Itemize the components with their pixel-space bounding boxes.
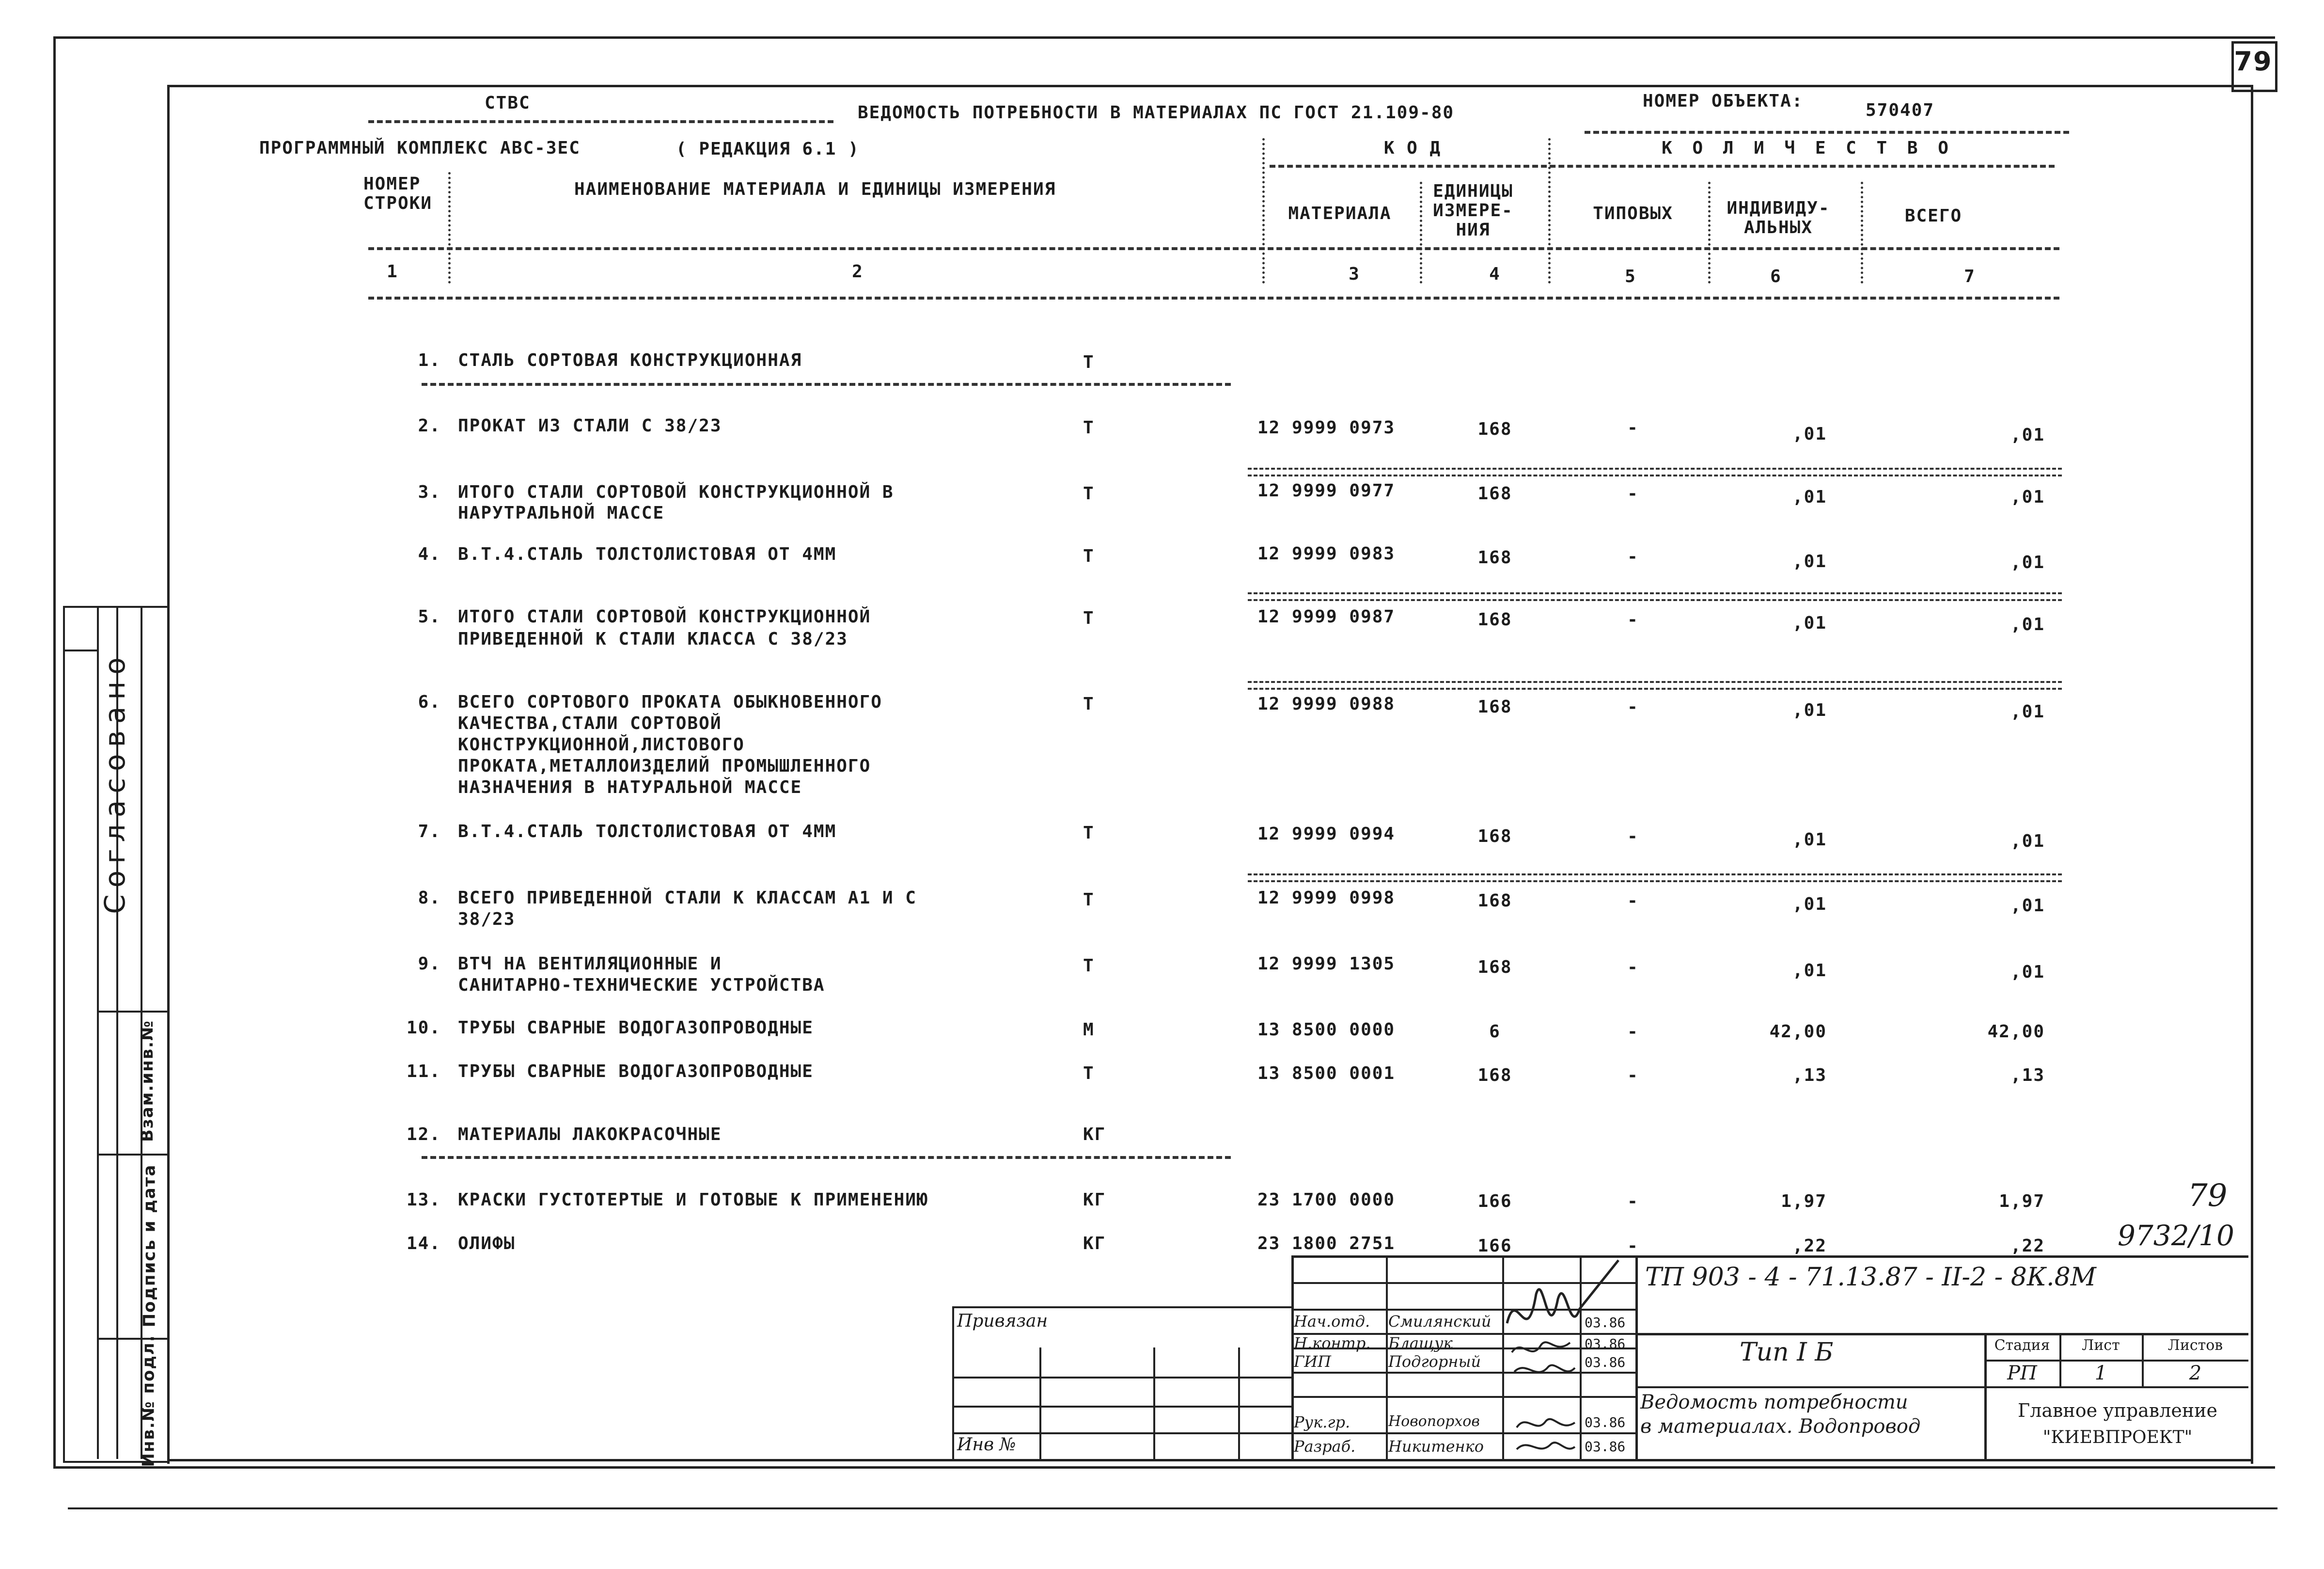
row-material-code: 12 9999 0983 <box>1257 544 1396 564</box>
row-typical: - <box>1627 1065 1639 1085</box>
col-name-header: НАИМЕНОВАНИЕ МАТЕРИАЛА И ЕДИНИЦЫ ИЗМЕРЕНИЯ <box>574 179 1056 199</box>
row-unit-name: Т <box>1083 1063 1095 1083</box>
row-unit-name: Т <box>1083 546 1095 566</box>
row-unit-name: Т <box>1083 890 1095 910</box>
row-individual: ,13 <box>1792 1065 1827 1085</box>
sheets-label: Листов <box>2167 1337 2223 1354</box>
row-total: ,01 <box>2010 615 2045 634</box>
col-sep-b <box>1262 138 1265 284</box>
bound-label: Привязан <box>957 1311 1048 1331</box>
row-individual: 1,97 <box>1781 1191 1827 1211</box>
bound-col-2 <box>1153 1347 1155 1459</box>
row-unit-code: 168 <box>1477 548 1512 568</box>
row-name-line: ВСЕГО СОРТОВОГО ПРОКАТА ОБЫКНОВЕННОГО <box>458 692 882 712</box>
col-individual-header: ИНДИВИДУ- АЛЬНЫХ <box>1727 198 1830 238</box>
row-total: ,22 <box>2010 1236 2045 1256</box>
bound-line-2 <box>952 1406 1291 1408</box>
group-dash <box>1270 165 2055 168</box>
signature-scribbles <box>1502 1241 1628 1459</box>
row-number: 3. <box>418 482 441 502</box>
row-name-line: 38/23 <box>458 909 516 929</box>
row-total: ,01 <box>2010 702 2045 722</box>
col-row-no-header: НОМЕР СТРОКИ <box>363 174 433 213</box>
row-total: 1,97 <box>1999 1191 2045 1211</box>
row-total: ,01 <box>2010 487 2045 507</box>
col-number-5: 5 <box>1625 267 1636 286</box>
row-number: 10. <box>406 1018 441 1038</box>
header-sep-1 <box>368 247 2059 250</box>
signature-4 <box>1517 1419 1575 1427</box>
sig-role: Рук.гр. <box>1294 1413 1350 1431</box>
document-title: ВЕДОМОСТЬ ПОТРЕБНОСТИ В МАТЕРИАЛАХ ПС ГОСТ 21.109-80 <box>858 103 1455 123</box>
total-separator <box>1248 681 2062 690</box>
bound-col-1 <box>1039 1347 1041 1459</box>
handwritten-sheet-number: 79 <box>2188 1178 2228 1214</box>
row-name-line: НАРУТРАЛЬНОЙ МАССЕ <box>458 503 665 523</box>
side-sign-date-label: Подпись и дата <box>140 1164 159 1328</box>
row-name-line: КОНСТРУКЦИОННОЙ,ЛИСТОВОГО <box>458 735 745 755</box>
row-name-line: ТРУБЫ СВАРНЫЕ ВОДОГАЗОПРОВОДНЫЕ <box>458 1062 814 1081</box>
sig-date: 03.86 <box>1585 1336 1626 1352</box>
col-number-4: 4 <box>1489 264 1501 284</box>
code-group-header: К О Д <box>1383 138 1442 158</box>
row-typical: - <box>1627 826 1639 846</box>
row-name-line: КРАСКИ ГУСТОТЕРТЫЕ И ГОТОВЫЕ К ПРИМЕНЕНИЮ <box>458 1190 928 1210</box>
row-unit-code: 168 <box>1477 484 1512 504</box>
signature-1 <box>1507 1260 1618 1323</box>
row-unit-name: М <box>1083 1020 1095 1040</box>
col-sep-e <box>1708 182 1711 284</box>
row-individual: ,01 <box>1792 613 1827 633</box>
row-name-line: ИТОГО СТАЛИ СОРТОВОЙ КОНСТРУКЦИОННОЙ <box>458 607 871 627</box>
row-typical: - <box>1627 1191 1639 1211</box>
row-name-line: ОЛИФЫ <box>458 1234 516 1253</box>
row-name-line: СТАЛЬ СОРТОВАЯ КОНСТРУКЦИОННАЯ <box>458 350 802 370</box>
col-material-header: МАТЕРИАЛА <box>1288 204 1392 223</box>
row-total: ,13 <box>2010 1065 2045 1085</box>
inv-no-label: Инв № <box>957 1435 1016 1455</box>
quantity-group-header: К О Л И Ч Е С Т В О <box>1662 138 1953 158</box>
row-name-line: ПРИВЕДЕННОЙ К СТАЛИ КЛАССА С 38/23 <box>458 629 848 649</box>
signature-5 <box>1517 1442 1575 1449</box>
row-unit-name: КГ <box>1083 1234 1106 1253</box>
side-sep-4 <box>63 650 97 651</box>
row-unit-code: 166 <box>1477 1236 1512 1256</box>
row-individual: ,01 <box>1792 961 1827 981</box>
row-unit-code: 166 <box>1477 1191 1512 1211</box>
col-number-7: 7 <box>1964 267 1976 286</box>
sheet-description-1: Ведомость потребности <box>1640 1391 1908 1413</box>
sig-date: 03.86 <box>1585 1354 1626 1370</box>
row-typical: - <box>1627 1022 1639 1042</box>
stage-value: РП <box>2007 1362 2037 1384</box>
bound-line-1 <box>952 1377 1291 1379</box>
row-number: 11. <box>406 1062 441 1081</box>
row-material-code: 23 1800 2751 <box>1257 1234 1396 1253</box>
row-name-line: В.Т.4.СТАЛЬ ТОЛСТОЛИСТОВАЯ ОТ 4ММ <box>458 822 837 841</box>
row-name-line: ВТЧ НА ВЕНТИЛЯЦИОННЫЕ И <box>458 954 722 974</box>
signature-2 <box>1512 1342 1570 1352</box>
col-sep-d <box>1548 138 1551 284</box>
total-separator <box>1248 468 2062 476</box>
row-number: 6. <box>418 692 441 712</box>
sheet-value: 1 <box>2094 1362 2107 1384</box>
row-number: 13. <box>406 1190 441 1210</box>
col-number-2: 2 <box>852 262 864 282</box>
row-material-code: 12 9999 0994 <box>1257 824 1396 844</box>
project-type: Тип I Б <box>1740 1338 1834 1367</box>
row-unit-code: 168 <box>1477 697 1512 717</box>
col-number-3: 3 <box>1349 264 1360 284</box>
row-unit-name: Т <box>1083 418 1095 438</box>
col-sep-a <box>448 172 451 284</box>
row-total: ,01 <box>2010 896 2045 916</box>
row-unit-name: КГ <box>1083 1190 1106 1210</box>
row-typical: - <box>1627 547 1639 567</box>
row-material-code: 12 9999 1305 <box>1257 954 1396 974</box>
side-inv-replace-label: Взам.инв.№ <box>137 1020 157 1142</box>
row-typical: - <box>1627 610 1639 630</box>
sig-date: 03.86 <box>1585 1439 1626 1455</box>
row-name-line: МАТЕРИАЛЫ ЛАКОКРАСОЧНЫЕ <box>458 1125 722 1144</box>
sig-col-1 <box>1386 1255 1388 1459</box>
page-number: 79 <box>2234 46 2273 77</box>
row-name-line: В.Т.4.СТАЛЬ ТОЛСТОЛИСТОВАЯ ОТ 4ММ <box>458 544 837 564</box>
row-total: ,01 <box>2010 553 2045 572</box>
row-material-code: 13 8500 0000 <box>1257 1020 1396 1040</box>
header-dash-right <box>1585 131 2069 134</box>
row-name-line: ВСЕГО ПРИВЕДЕННОЙ СТАЛИ К КЛАССАМ А1 И С <box>458 888 917 908</box>
row-unit-code: 168 <box>1477 826 1512 846</box>
row-material-code: 12 9999 0977 <box>1257 481 1396 501</box>
col-unit-header: ЕДИНИЦЫ ИЗМЕРЕ- НИЯ <box>1433 181 1513 240</box>
row-number: 9. <box>418 954 441 974</box>
col-sep-f <box>1861 182 1863 284</box>
col-number-1: 1 <box>387 262 398 282</box>
header-dash-left <box>368 120 833 123</box>
row-material-code: 12 9999 0988 <box>1257 694 1396 714</box>
row-underline <box>422 383 1231 386</box>
sig-role: Н.контр. <box>1294 1334 1371 1352</box>
row-total: ,01 <box>2010 425 2045 445</box>
row-material-code: 13 8500 0001 <box>1257 1063 1396 1083</box>
row-total: ,01 <box>2010 962 2045 982</box>
sig-role: ГИП <box>1294 1352 1331 1371</box>
stage-label: Стадия <box>1994 1337 2050 1354</box>
col-typical-header: ТИПОВЫХ <box>1593 204 1673 223</box>
row-individual: ,22 <box>1792 1236 1827 1256</box>
row-typical: - <box>1627 484 1639 504</box>
row-name-line: ПРОКАТА,МЕТАЛЛОИЗДЕЛИЙ ПРОМЫШЛЕННОГО <box>458 756 871 776</box>
row-individual: ,01 <box>1792 830 1827 850</box>
title-line-1 <box>1635 1333 2248 1335</box>
row-unit-code: 168 <box>1477 610 1512 630</box>
total-separator <box>1248 873 2062 882</box>
organization-name-1: Главное управление <box>2018 1400 2217 1421</box>
row-unit-code: 168 <box>1477 419 1512 439</box>
row-typical: - <box>1627 697 1639 717</box>
row-name-line: ТРУБЫ СВАРНЫЕ ВОДОГАЗОПРОВОДНЫЕ <box>458 1018 814 1038</box>
row-unit-name: Т <box>1083 608 1095 628</box>
document-code: ТП 903 - 4 - 71.13.87 - II-2 - 8К.8М <box>1645 1263 2096 1292</box>
sheet-description-2: в материалах. Водопровод <box>1640 1415 1921 1438</box>
org-code: СТВС <box>485 93 531 113</box>
row-unit-name: КГ <box>1083 1125 1106 1144</box>
object-label: НОМЕР ОБЪЕКТА: <box>1643 91 1804 111</box>
row-individual: ,01 <box>1792 424 1827 444</box>
object-number: 570407 <box>1866 100 1935 120</box>
col-total-header: ВСЕГО <box>1904 206 1963 226</box>
sig-name: Блащук <box>1388 1334 1453 1352</box>
row-unit-code: 168 <box>1477 891 1512 911</box>
sig-role: Разраб. <box>1294 1437 1356 1456</box>
row-material-code: 12 9999 0973 <box>1257 418 1396 438</box>
row-individual: ,01 <box>1792 700 1827 720</box>
outer-bottom-line <box>68 1507 2277 1509</box>
sig-name: Никитенко <box>1388 1437 1484 1456</box>
title-line-3 <box>1984 1360 2248 1362</box>
row-typical: - <box>1627 418 1639 438</box>
row-typical: - <box>1627 891 1639 911</box>
row-number: 4. <box>418 544 441 564</box>
row-unit-name: Т <box>1083 352 1095 372</box>
sig-role: Нач.отд. <box>1294 1312 1370 1331</box>
row-name-line: КАЧЕСТВА,СТАЛИ СОРТОВОЙ <box>458 713 722 733</box>
row-number: 12. <box>406 1125 441 1144</box>
row-underline <box>422 1156 1231 1159</box>
sig-name: Новопорхов <box>1388 1413 1480 1430</box>
row-individual: ,01 <box>1792 487 1827 507</box>
row-name-line: САНИТАРНО-ТЕХНИЧЕСКИЕ УСТРОЙСТВА <box>458 975 825 995</box>
row-unit-name: Т <box>1083 956 1095 976</box>
row-number: 14. <box>406 1234 441 1253</box>
signature-3 <box>1514 1365 1575 1372</box>
side-inv-orig-label: Инв.№ подл. <box>139 1334 158 1467</box>
row-material-code: 12 9999 0998 <box>1257 888 1396 908</box>
row-material-code: 23 1700 0000 <box>1257 1190 1396 1210</box>
col-sep-c <box>1420 182 1422 284</box>
side-sep-1 <box>97 1011 167 1013</box>
sig-name: Подгорный <box>1388 1352 1481 1371</box>
row-total: ,01 <box>2010 831 2045 851</box>
row-name-line: ПРОКАТ ИЗ СТАЛИ С 38/23 <box>458 416 722 436</box>
row-typical: - <box>1627 957 1639 977</box>
row-individual: ,01 <box>1792 552 1827 571</box>
title-line-2 <box>1635 1386 2248 1388</box>
row-number: 1. <box>418 350 441 370</box>
total-separator <box>1248 592 2062 601</box>
sig-name: Смилянский <box>1388 1312 1492 1331</box>
sheets-value: 2 <box>2189 1362 2202 1384</box>
bound-line-3 <box>952 1432 1291 1434</box>
row-unit-code: 168 <box>1477 1065 1512 1085</box>
handwritten-archive-number: 9732/10 <box>2118 1219 2234 1252</box>
row-number: 5. <box>418 607 441 627</box>
row-material-code: 12 9999 0987 <box>1257 607 1396 627</box>
row-number: 7. <box>418 822 441 841</box>
row-unit-name: Т <box>1083 823 1095 843</box>
row-unit-code: 6 <box>1489 1022 1501 1042</box>
header-sep-2 <box>368 297 2059 300</box>
row-individual: ,01 <box>1792 894 1827 914</box>
organization-name-2: "КИЕВПРОЕКТ" <box>2042 1427 2193 1447</box>
col-number-6: 6 <box>1770 267 1782 286</box>
sheet-label: Лист <box>2082 1337 2120 1354</box>
sig-date: 03.86 <box>1585 1414 1626 1430</box>
sig-date: 03.86 <box>1585 1315 1626 1331</box>
row-unit-code: 168 <box>1477 957 1512 977</box>
row-number: 8. <box>418 888 441 908</box>
row-individual: 42,00 <box>1769 1022 1827 1042</box>
row-number: 2. <box>418 416 441 436</box>
row-name-line: ИТОГО СТАЛИ СОРТОВОЙ КОНСТРУКЦИОННОЙ В <box>458 482 894 502</box>
row-unit-name: Т <box>1083 694 1095 714</box>
bound-col-3 <box>1238 1347 1240 1459</box>
row-name-line: НАЗНАЧЕНИЯ В НАТУРАЛЬНОЙ МАССЕ <box>458 777 802 797</box>
program-edition: ( РЕДАКЦИЯ 6.1 ) <box>676 139 860 159</box>
row-typical: - <box>1627 1236 1639 1256</box>
side-sep-2 <box>97 1154 167 1156</box>
row-total: 42,00 <box>1987 1022 2045 1042</box>
row-unit-name: Т <box>1083 484 1095 504</box>
program-name: ПРОГРАММНЫЙ КОМПЛЕКС АВС-ЗЕС <box>259 138 581 158</box>
side-agreed-label: Согласовано <box>98 650 131 914</box>
